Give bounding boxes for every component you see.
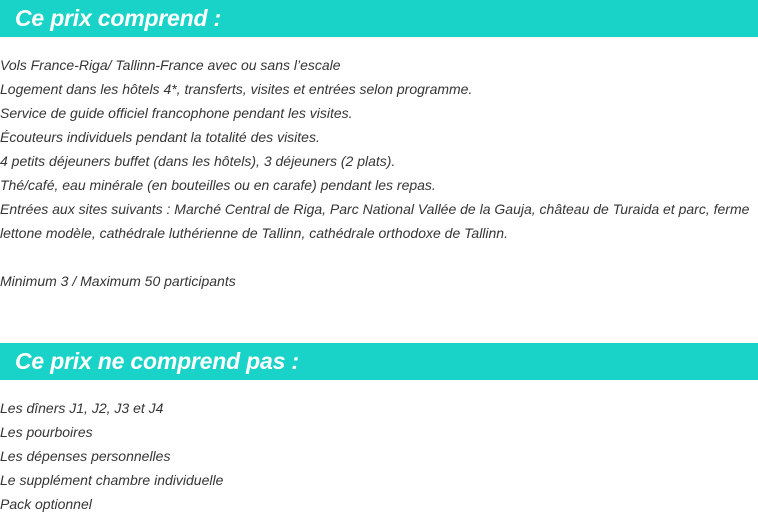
list-item: Entrées aux sites suivants : Marché Central de Riga, Parc National Vallée de la Gauja, château de Turaida et parc, ferme lettone modèle, cathédrale luthérienne de Tallinn, cathédrale orthodoxe de Tallinn. — [0, 201, 750, 241]
excludes-list — [0, 396, 758, 516]
includes-list — [0, 53, 758, 245]
list-item: Le supplément chambre individuelle — [0, 472, 224, 488]
participants-note: Minimum 3 / Maximum 50 participants — [0, 273, 236, 289]
list-item: Les pourboires — [0, 424, 93, 440]
excludes-title: Ce prix ne comprend pas : — [15, 348, 299, 374]
list-item: Écouteurs individuels pendant la totalité des visites. — [0, 129, 320, 145]
includes-section-header — [0, 0, 758, 37]
list-item: Logement dans les hôtels 4*, transferts, visites et entrées selon programme. — [0, 81, 473, 97]
list-item: Service de guide officiel francophone pendant les visites. — [0, 105, 353, 121]
includes-title: Ce prix comprend : — [15, 5, 221, 31]
list-item: Vols France-Riga/ Tallinn-France avec ou sans l’escale — [0, 57, 341, 73]
list-item: Les dîners J1, J2, J3 et J4 — [0, 400, 164, 416]
excludes-section-header — [0, 343, 758, 380]
list-item: Les dépenses personnelles — [0, 448, 171, 464]
list-item: Pack optionnel — [0, 496, 92, 512]
list-item: Thé/café, eau minérale (en bouteilles ou en carafe) pendant les repas. — [0, 177, 436, 193]
list-item: 4 petits déjeuners buffet (dans les hôtels), 3 déjeuners (2 plats). — [0, 153, 396, 169]
